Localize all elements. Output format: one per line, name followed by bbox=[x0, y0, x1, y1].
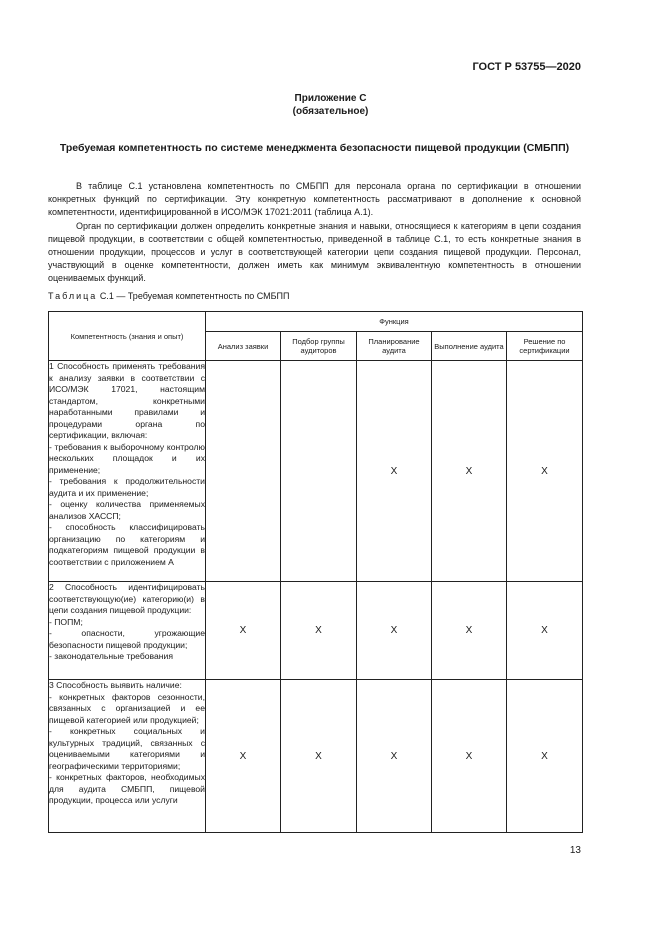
table-row bbox=[49, 361, 583, 582]
function-col-team-selection: Подбор группы аудиторов bbox=[281, 332, 357, 361]
table-caption-text: С.1 — Требуемая компетентность по СМБПП bbox=[99, 291, 290, 301]
table-caption-prefix: Таблица bbox=[48, 291, 98, 301]
competence-header: Компетентность (знания и опыт) bbox=[49, 312, 206, 361]
competence-table bbox=[48, 311, 583, 833]
table-caption bbox=[48, 291, 290, 301]
function-col-application-review: Анализ заявки bbox=[206, 332, 281, 361]
function-mark bbox=[206, 361, 281, 582]
function-mark: X bbox=[432, 680, 507, 833]
paragraph-text: Орган по сертификации должен определить конкретные знания и навыки, относящиеся к категориям в цепи создания пищевой продукции, в соответствии с общей компетентностью, приведенной в таблице С.1, то есть конкретные знания в отношении продукции, процессов и услуг в соответствующей категории цепи создания пищевой продукции. Персонал, участвующий в оценке компетентности, должен иметь как минимум эквивалентную компетентность в отношении оцениваемых функций. bbox=[48, 221, 581, 283]
function-mark: X bbox=[357, 582, 432, 680]
paragraph-text: В таблице С.1 установлена компетентность по СМБПП для персонала органа по сертификации в отношении конкретных функций по сертификации. Эту конкретную компетентность рассматривают в дополнение к основной компетентности, идентифицированной в ИСО/МЭК 17021:2011 (таблица А.1). bbox=[48, 181, 581, 217]
section-title: Требуемая компетентность по системе менеджмента безопасности пищевой продукции (СМБПП) bbox=[59, 142, 570, 154]
function-mark: X bbox=[281, 680, 357, 833]
competence-text: 3 Способность выявить наличие: - конкретных факторов сезонности, связанных с организацией и ее пищевой категорией или продукцией; - конкретных социальных и культурных традиций, связанных с оцениваемыми категориями и географическими территориями; - конкретных факторов, необходимых для аудита СМБПП, пищевой продукции, процесса или услуги bbox=[49, 680, 206, 833]
function-mark: X bbox=[281, 582, 357, 680]
function-mark: X bbox=[507, 680, 583, 833]
appendix-label: Приложение С bbox=[294, 93, 367, 104]
function-col-audit-execution: Выполнение аудита bbox=[432, 332, 507, 361]
competence-text: 1 Способность применять требования к анализу заявки в соответствии с ИСО/МЭК 17021, настоящим стандартом, конкретными наработанными правилами и процедурами органа по сертификации, включая: - требования к выборочному контролю нескольких площадок и их применение; - требования к продолжительности аудита и их применение; - оценку количества применяемых анализов ХАССП; - способность классифицировать организацию по категориям и подкатегориям пищевой продукции в соответствии с приложением А bbox=[49, 361, 206, 582]
function-mark: X bbox=[206, 582, 281, 680]
function-col-audit-planning: Планирование аудита bbox=[357, 332, 432, 361]
function-header: Функция bbox=[206, 312, 583, 332]
function-mark: X bbox=[432, 582, 507, 680]
function-mark bbox=[281, 361, 357, 582]
function-mark: X bbox=[357, 361, 432, 582]
function-mark: X bbox=[507, 582, 583, 680]
function-col-certification-decision: Решение по сертификации bbox=[507, 332, 583, 361]
page-number: 13 bbox=[569, 845, 581, 856]
competence-text: 2 Способность идентифицировать соответствующую(ие) категорию(и) в цепи создания пищевой продукции: - ПОПМ; - опасности, угрожающие безопасности пищевой продукции; - законодательные требования bbox=[49, 582, 206, 680]
paragraph-1 bbox=[48, 180, 581, 219]
table-row bbox=[49, 582, 583, 680]
function-mark: X bbox=[507, 361, 583, 582]
paragraph-2 bbox=[48, 220, 581, 285]
function-mark: X bbox=[432, 361, 507, 582]
appendix-status: (обязательное) bbox=[292, 106, 369, 117]
appendix-heading bbox=[0, 92, 661, 118]
function-mark: X bbox=[357, 680, 432, 833]
standard-number: ГОСТ Р 53755—2020 bbox=[472, 61, 581, 73]
table-row bbox=[49, 680, 583, 833]
function-mark: X bbox=[206, 680, 281, 833]
